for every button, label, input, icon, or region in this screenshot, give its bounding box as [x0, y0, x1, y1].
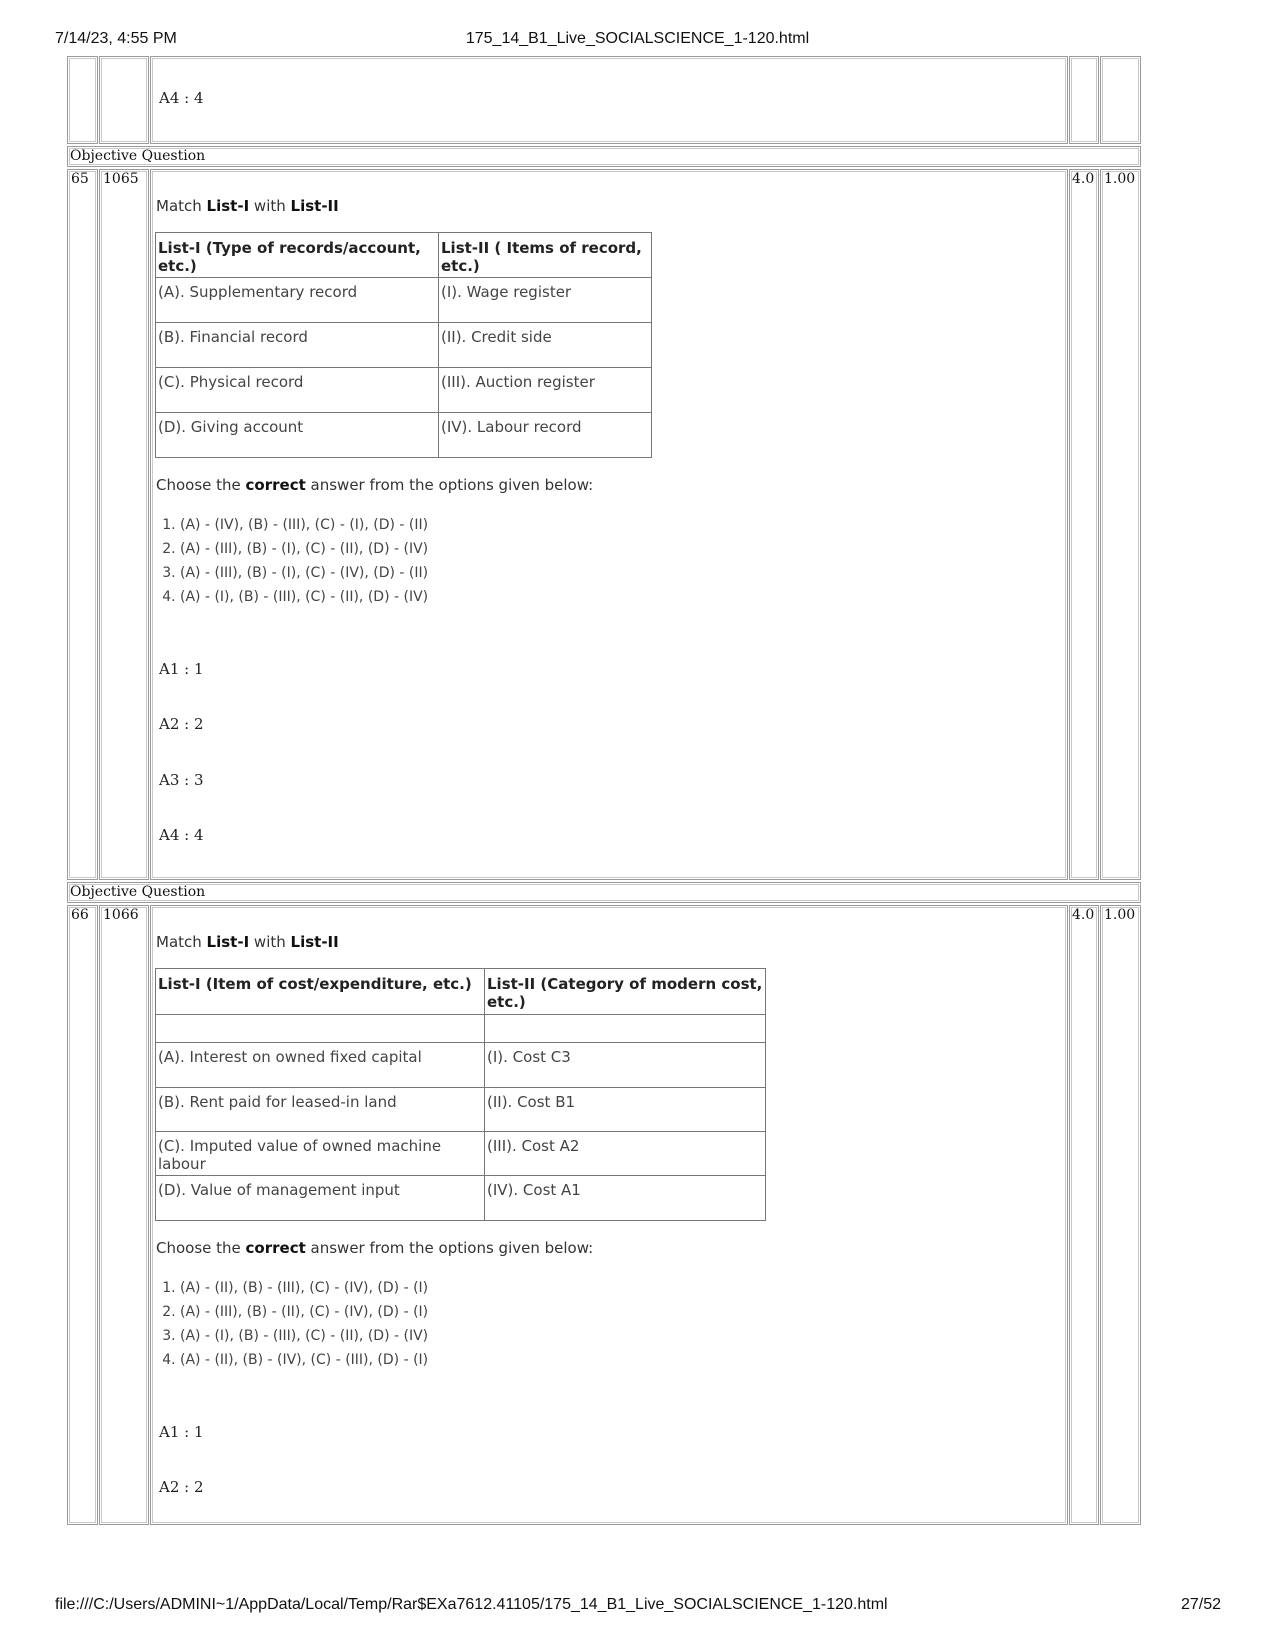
q65-row-c-match: (III). Auction register: [439, 368, 652, 413]
q66-empty-cell-1: [156, 1015, 485, 1043]
q65-sno-cell: [67, 169, 98, 880]
q65-answer-3: A3 : 3: [159, 771, 204, 789]
q66-marks: 4.0: [1072, 907, 1095, 923]
q66-option-4: 4. (A) - (II), (B) - (IV), (C) - (III), (D) - (I): [180, 1348, 428, 1372]
q66-marks-cell: [1069, 905, 1099, 1525]
section-heading: Objective Question: [70, 148, 206, 164]
q66-with: with: [249, 933, 291, 951]
prev-neg-cell: [1100, 56, 1141, 144]
q65-option-2: 2. (A) - (III), (B) - (I), (C) - (II), (D) - (IV): [180, 537, 428, 561]
q66-match-instruction: [156, 933, 339, 951]
q65-choose-instruction: [156, 476, 593, 494]
file-path: file:///C:/Users/ADMINI~1/AppData/Local/Temp/Rar$EXa7612.41105/175_14_B1_Live_SOCIALSCIENCE_1-120.html: [55, 1596, 888, 1613]
q65-col1-header: List-I (Type of records/account, etc.): [156, 233, 439, 278]
q65-list2-ref: List-II: [290, 197, 339, 215]
prev-marks-cell: [1069, 56, 1099, 144]
q65-option-1: 1. (A) - (IV), (B) - (III), (C) - (I), (D) - (II): [180, 513, 428, 537]
q66-choose-prefix: Choose the: [156, 1239, 246, 1257]
q66-qid-cell: [99, 905, 149, 1525]
q65-row-d-item: (D). Giving account: [156, 413, 439, 458]
print-date: 7/14/23, 4:55 PM: [55, 30, 177, 47]
q65-choose-suffix: answer from the options given below:: [305, 476, 594, 494]
q66-row-a-match: (I). Cost C3: [485, 1043, 766, 1088]
q66-answer-2: A2 : 2: [159, 1478, 204, 1496]
q66-sno-cell: [67, 905, 98, 1525]
q65-row-d-match: (IV). Labour record: [439, 413, 652, 458]
section-heading-cell: [67, 146, 1141, 167]
q65-match-prefix: Match: [156, 197, 207, 215]
print-footer: [0, 1596, 1275, 1618]
q65-answer-2: A2 : 2: [159, 715, 204, 733]
q65-col2-header: List-II ( Items of record, etc.): [439, 233, 652, 278]
q65-match-instruction: [156, 197, 339, 215]
q65-choose-prefix: Choose the: [156, 476, 246, 494]
q66-list2-ref: List-II: [290, 933, 339, 951]
q66-match-prefix: Match: [156, 933, 207, 951]
q65-row-a-item: (A). Supplementary record: [156, 278, 439, 323]
q65-option-4: 4. (A) - (I), (B) - (III), (C) - (II), (D) - (IV): [180, 585, 428, 609]
q65-choose-bold: correct: [245, 476, 306, 494]
q65-marks: 4.0: [1072, 171, 1095, 187]
prev-sno-cell: [67, 56, 98, 144]
q65-row-b-match: (II). Credit side: [439, 323, 652, 368]
section-heading-2: Objective Question: [70, 884, 206, 900]
q66-negative-marks-cell: [1100, 905, 1141, 1525]
q65-row-a-match: (I). Wage register: [439, 278, 652, 323]
q65-option-3: 3. (A) - (III), (B) - (I), (C) - (IV), (D) - (II): [180, 561, 428, 585]
q66-options-list: [158, 1276, 428, 1372]
q66-question-id: 1066: [103, 907, 139, 923]
q66-empty-cell-2: [485, 1015, 766, 1043]
q66-option-2: 2. (A) - (III), (B) - (II), (C) - (IV), (D) - (I): [180, 1300, 428, 1324]
q66-choose-instruction: [156, 1239, 593, 1257]
q66-row-d-match: (IV). Cost A1: [485, 1176, 766, 1221]
q66-option-1: 1. (A) - (II), (B) - (III), (C) - (IV), (D) - (I): [180, 1276, 428, 1300]
q66-row-a-item: (A). Interest on owned fixed capital: [156, 1043, 485, 1088]
q66-row-b-match: (II). Cost B1: [485, 1088, 766, 1132]
prev-answer-4: A4 : 4: [159, 89, 204, 107]
q65-answer-4: A4 : 4: [159, 826, 204, 844]
q65-question-id: 1065: [103, 171, 139, 187]
q65-match-table: [155, 232, 652, 458]
section-heading-cell-2: [67, 882, 1141, 903]
q65-serial-number: 65: [71, 171, 89, 187]
print-header: [0, 30, 1275, 52]
q66-choose-suffix: answer from the options given below:: [305, 1239, 594, 1257]
q65-answer-1: A1 : 1: [159, 660, 204, 678]
q66-negative-marks: 1.00: [1104, 907, 1136, 923]
q66-serial-number: 66: [71, 907, 89, 923]
q65-negative-marks-cell: [1100, 169, 1141, 880]
q66-choose-bold: correct: [245, 1239, 306, 1257]
q66-col2-header: List-II (Category of modern cost, etc.): [485, 969, 766, 1015]
prev-question-cell: [150, 56, 1068, 144]
q66-row-c-item: (C). Imputed value of owned machine labour: [156, 1132, 485, 1176]
page-number: 27/52: [1180, 1596, 1221, 1613]
q66-option-3: 3. (A) - (I), (B) - (III), (C) - (II), (D) - (IV): [180, 1324, 428, 1348]
q66-row-d-item: (D). Value of management input: [156, 1176, 485, 1221]
q66-row-c-match: (III). Cost A2: [485, 1132, 766, 1176]
document-title: 175_14_B1_Live_SOCIALSCIENCE_1-120.html: [465, 30, 810, 47]
q65-marks-cell: [1069, 169, 1099, 880]
prev-qid-cell: [99, 56, 149, 144]
q65-with: with: [249, 197, 291, 215]
q65-row-b-item: (B). Financial record: [156, 323, 439, 368]
q66-row-b-item: (B). Rent paid for leased-in land: [156, 1088, 485, 1132]
q66-answer-1: A1 : 1: [159, 1423, 204, 1441]
q65-row-c-item: (C). Physical record: [156, 368, 439, 413]
q66-list1-ref: List-I: [206, 933, 250, 951]
q65-negative-marks: 1.00: [1104, 171, 1136, 187]
q65-options-list: [158, 513, 428, 609]
q66-col1-header: List-I (Item of cost/expenditure, etc.): [156, 969, 485, 1015]
q65-list1-ref: List-I: [206, 197, 250, 215]
q66-match-table: [155, 968, 766, 1221]
q65-qid-cell: [99, 169, 149, 880]
